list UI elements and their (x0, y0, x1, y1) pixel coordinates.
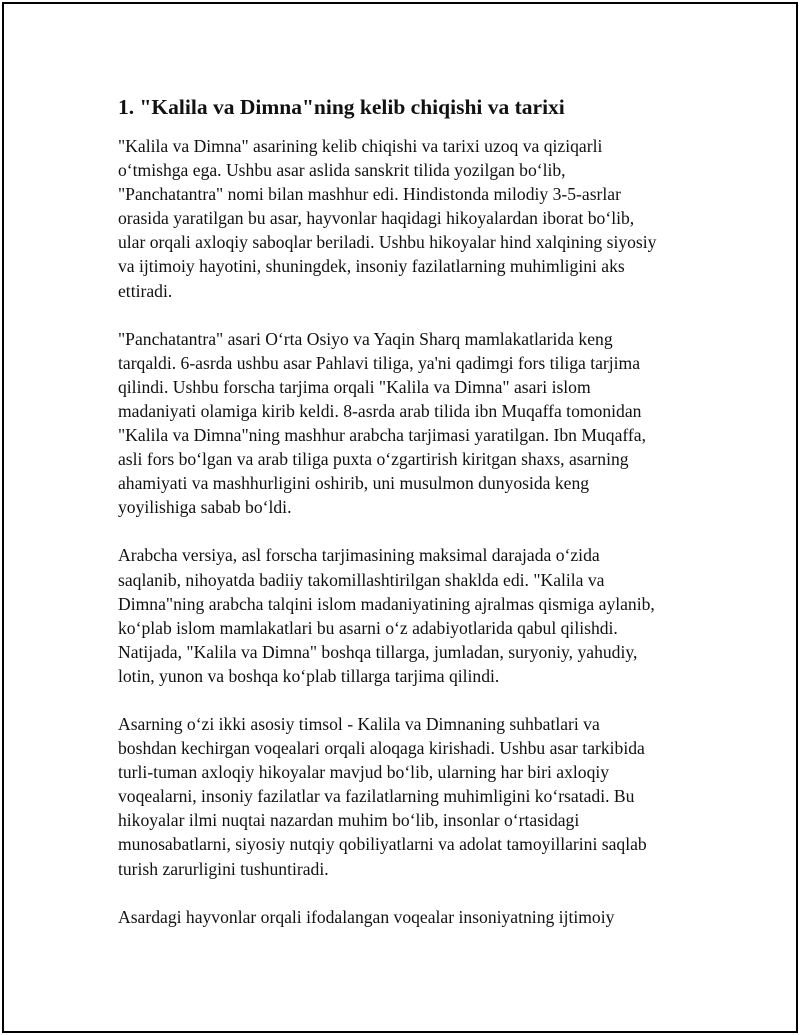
text-line: Asarning oʻzi ikki asosiy timsol - Kalila va Dimnaning suhbatlari va (118, 713, 600, 734)
paragraph (118, 543, 688, 688)
text-line: madaniyati olamiga kirib keldi. 8-asrda arab tilida ibn Muqaffa tomonidan (118, 400, 642, 421)
paragraph (118, 905, 688, 929)
text-line: tarqaldi. 6-asrda ushbu asar Pahlavi tiliga, ya'ni qadimgi fors tiliga tarjima (118, 352, 641, 373)
paragraph (118, 327, 688, 520)
text-line: lotin, yunon va boshqa koʻplab tillarga tarjima qilindi. (118, 665, 500, 686)
text-line: ular orqali axloqiy saboqlar beriladi. Ushbu hikoyalar hind xalqining siyosiy (118, 232, 657, 253)
text-line: orasida yaratilgan bu asar, hayvonlar haqidagi hikoyalardan iborat boʻlib, (118, 208, 635, 229)
text-line: turish zarurligini tushuntiradi. (118, 858, 329, 879)
text-line: "Panchatantra" asari Oʻrta Osiyo va Yaqin Sharq mamlakatlarida keng (118, 328, 613, 349)
paragraph (118, 712, 688, 881)
text-line: ettiradi. (118, 280, 173, 301)
text-line: munosabatlarni, siyosiy nutqiy qobiliyatlarni va adolat tamoyillarini saqlab (118, 834, 647, 855)
text-line: "Kalila va Dimna"ning mashhur arabcha tarjimasi yaratilgan. Ibn Muqaffa, (118, 425, 646, 446)
text-line: Dimna"ning arabcha talqini islom madaniyatining ajralmas qismiga aylanib, (118, 593, 655, 614)
section-heading: 1. "Kalila va Dimna"ning kelib chiqishi va tarixi (118, 95, 565, 119)
text-line: koʻplab islom mamlakatlari bu asarni oʻz adabiyotlarida qabul qilishdi. (118, 617, 618, 638)
paragraph (118, 134, 688, 303)
text-line: turli-tuman axloqiy hikoyalar mavjud boʻlib, ularning har biri axloqiy (118, 762, 610, 783)
text-line: va ijtimoiy hayotini, shuningdek, insoniy fazilatlarning muhimligini aks (118, 256, 625, 277)
text-line: boshdan kechirgan voqealari orqali aloqaga kirishadi. Ushbu asar tarkibida (118, 738, 645, 759)
text-line: "Panchatantra" nomi bilan mashhur edi. Hindistonda milodiy 3-5-asrlar (118, 184, 621, 205)
text-line: Arabcha versiya, asl forscha tarjimasining maksimal darajada oʻzida (118, 545, 600, 566)
text-line: saqlanib, nihoyatda badiiy takomillashtirilgan shaklda edi. "Kalila va (118, 569, 605, 590)
paragraph-container (118, 134, 688, 929)
text-line: "Kalila va Dimna" asarining kelib chiqishi va tarixi uzoq va qiziqarli (118, 136, 603, 156)
text-line: oʻtmishga ega. Ushbu asar aslida sanskrit tilida yozilgan boʻlib, (118, 160, 566, 181)
document-body (118, 92, 688, 953)
text-line: hikoyalar ilmi nuqtai nazardan muhim boʻlib, insonlar oʻrtasidagi (118, 810, 580, 831)
text-line: ahamiyati va mashhurligini oshirib, uni musulmon dunyosida keng (118, 473, 590, 494)
text-line: asli fors boʻlgan va arab tiliga puxta oʻzgartirish kiritgan shaxs, asarning (118, 449, 629, 470)
text-line: Asardagi hayvonlar orqali ifodalangan voqealar insoniyatning ijtimoiy (118, 906, 615, 927)
text-line: Natijada, "Kalila va Dimna" boshqa tillarga, jumladan, suryoniy, yahudiy, (118, 641, 638, 662)
text-line: voqealarni, insoniy fazilatlar va fazilatlarning muhimligini koʻrsatadi. Bu (118, 786, 635, 807)
text-line: qilindi. Ushbu forscha tarjima orqali "Kalila va Dimna" asari islom (118, 376, 591, 397)
text-line: yoyilishiga sabab boʻldi. (118, 497, 292, 518)
